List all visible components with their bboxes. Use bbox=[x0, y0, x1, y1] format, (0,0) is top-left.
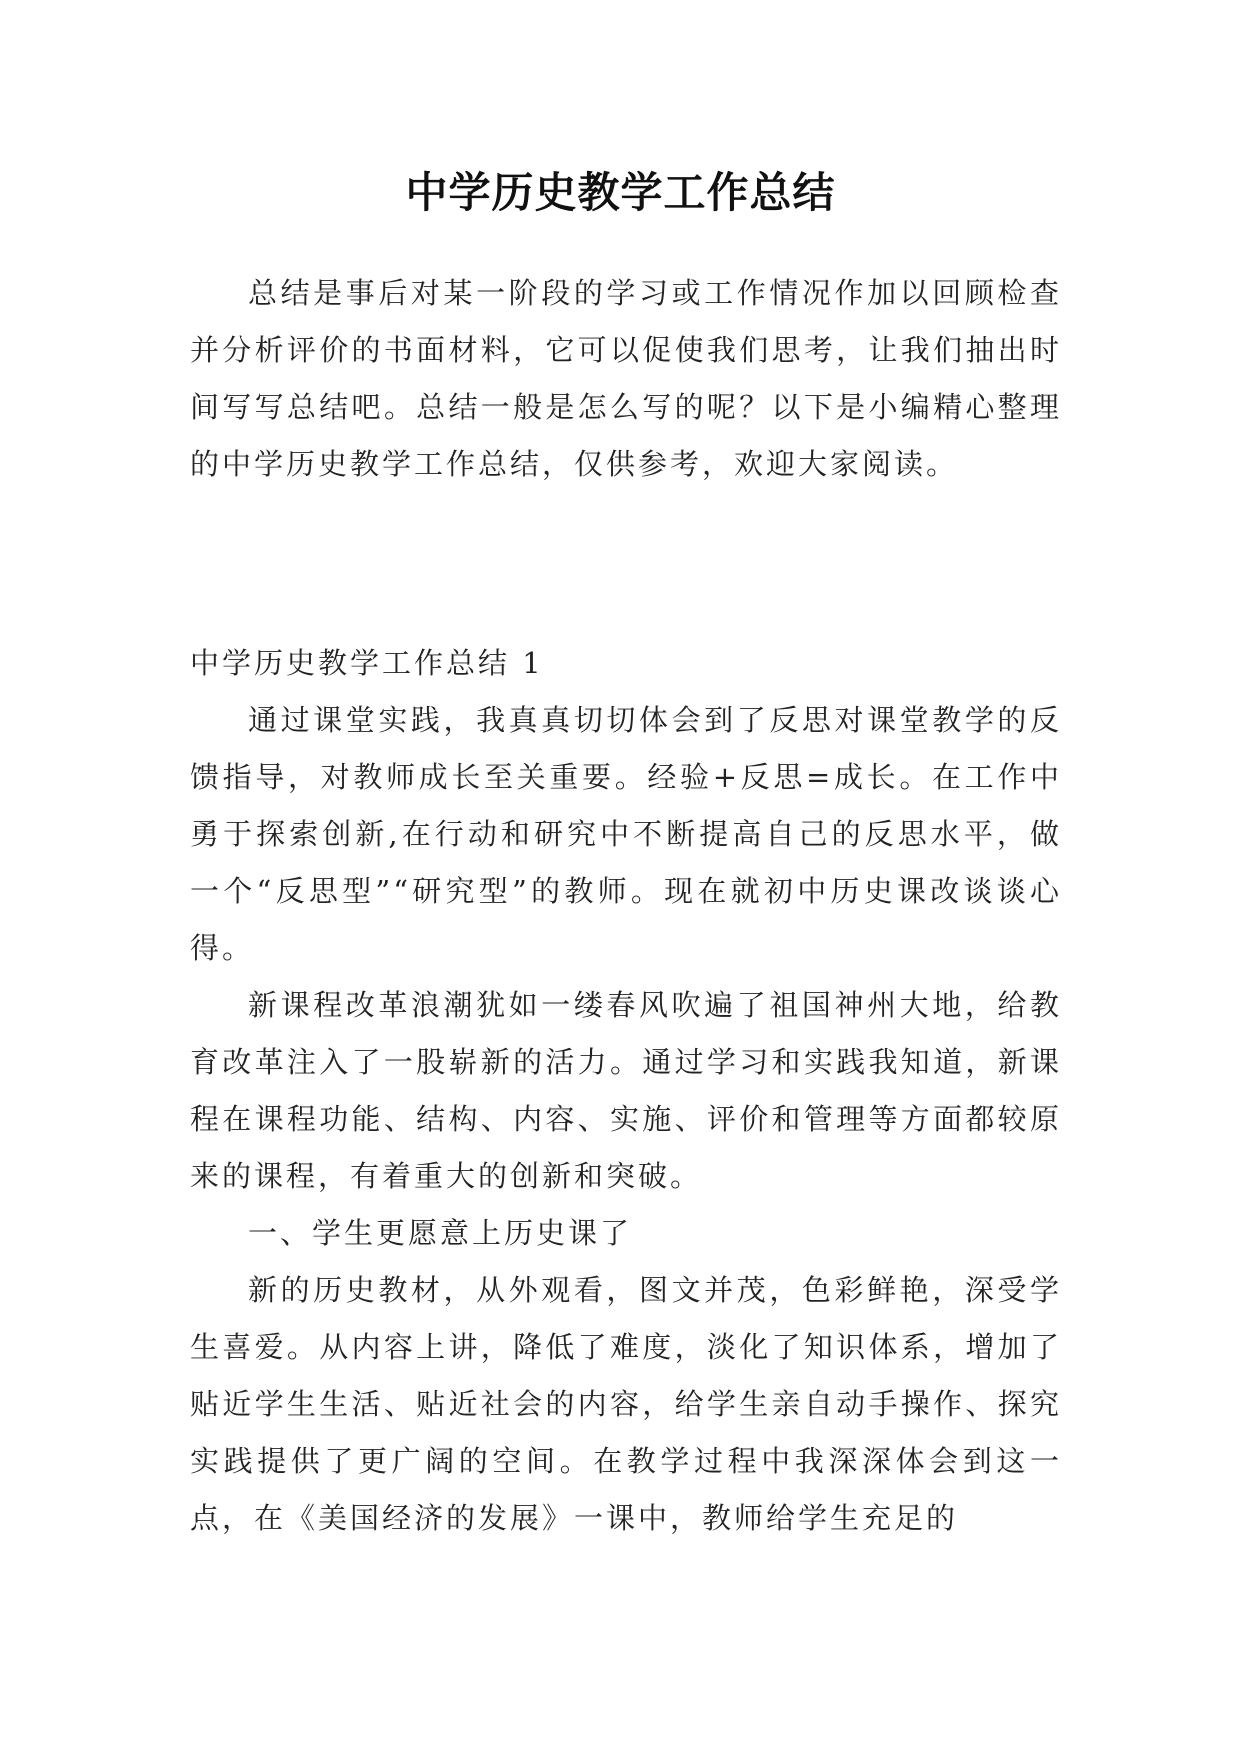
body-paragraph: 新课程改革浪潮犹如一缕春风吹遍了祖国神州大地，给教育改革注入了一股崭新的活力。通过学习和实践我知道，新课程在课程功能、结构、内容、实施、评价和管理等方面都较原来的课程，有着重大的创新和突破。 bbox=[190, 988, 1062, 1193]
section-1 bbox=[190, 635, 1062, 1547]
body-paragraph: 通过课堂实践，我真真切切体会到了反思对课堂教学的反馈指导，对教师成长至关重要。经验+反思=成长。在工作中勇于探索创新,在行动和研究中不断提高自己的反思水平，做一个“反思型”“研究型”的教师。现在就初中历史课改谈谈心得。 bbox=[190, 703, 1062, 965]
document-title: 中学历史教学工作总结 bbox=[405, 168, 836, 217]
sub-heading: 一、学生更愿意上历史课了 bbox=[248, 1216, 633, 1250]
section-heading: 中学历史教学工作总结 1 bbox=[190, 646, 544, 680]
intro-paragraph: 总结是事后对某一阶段的学习或工作情况作加以回顾检查并分析评价的书面材料，它可以促使我们思考，让我们抽出时间写写总结吧。总结一般是怎么写的呢？以下是小编精心整理的中学历史教学工作总结，仅供参考，欢迎大家阅读。 bbox=[190, 276, 1062, 481]
body-paragraph: 新的历史教材，从外观看，图文并茂，色彩鲜艳，深受学生喜爱。从内容上讲，降低了难度，淡化了知识体系，增加了贴近学生生活、贴近社会的内容，给学生亲自动手操作、探究实践提供了更广阔的空间。在教学过程中我深深体会到这一点，在《美国经济的发展》一课中，教师给学生充足的 bbox=[190, 1273, 1062, 1535]
